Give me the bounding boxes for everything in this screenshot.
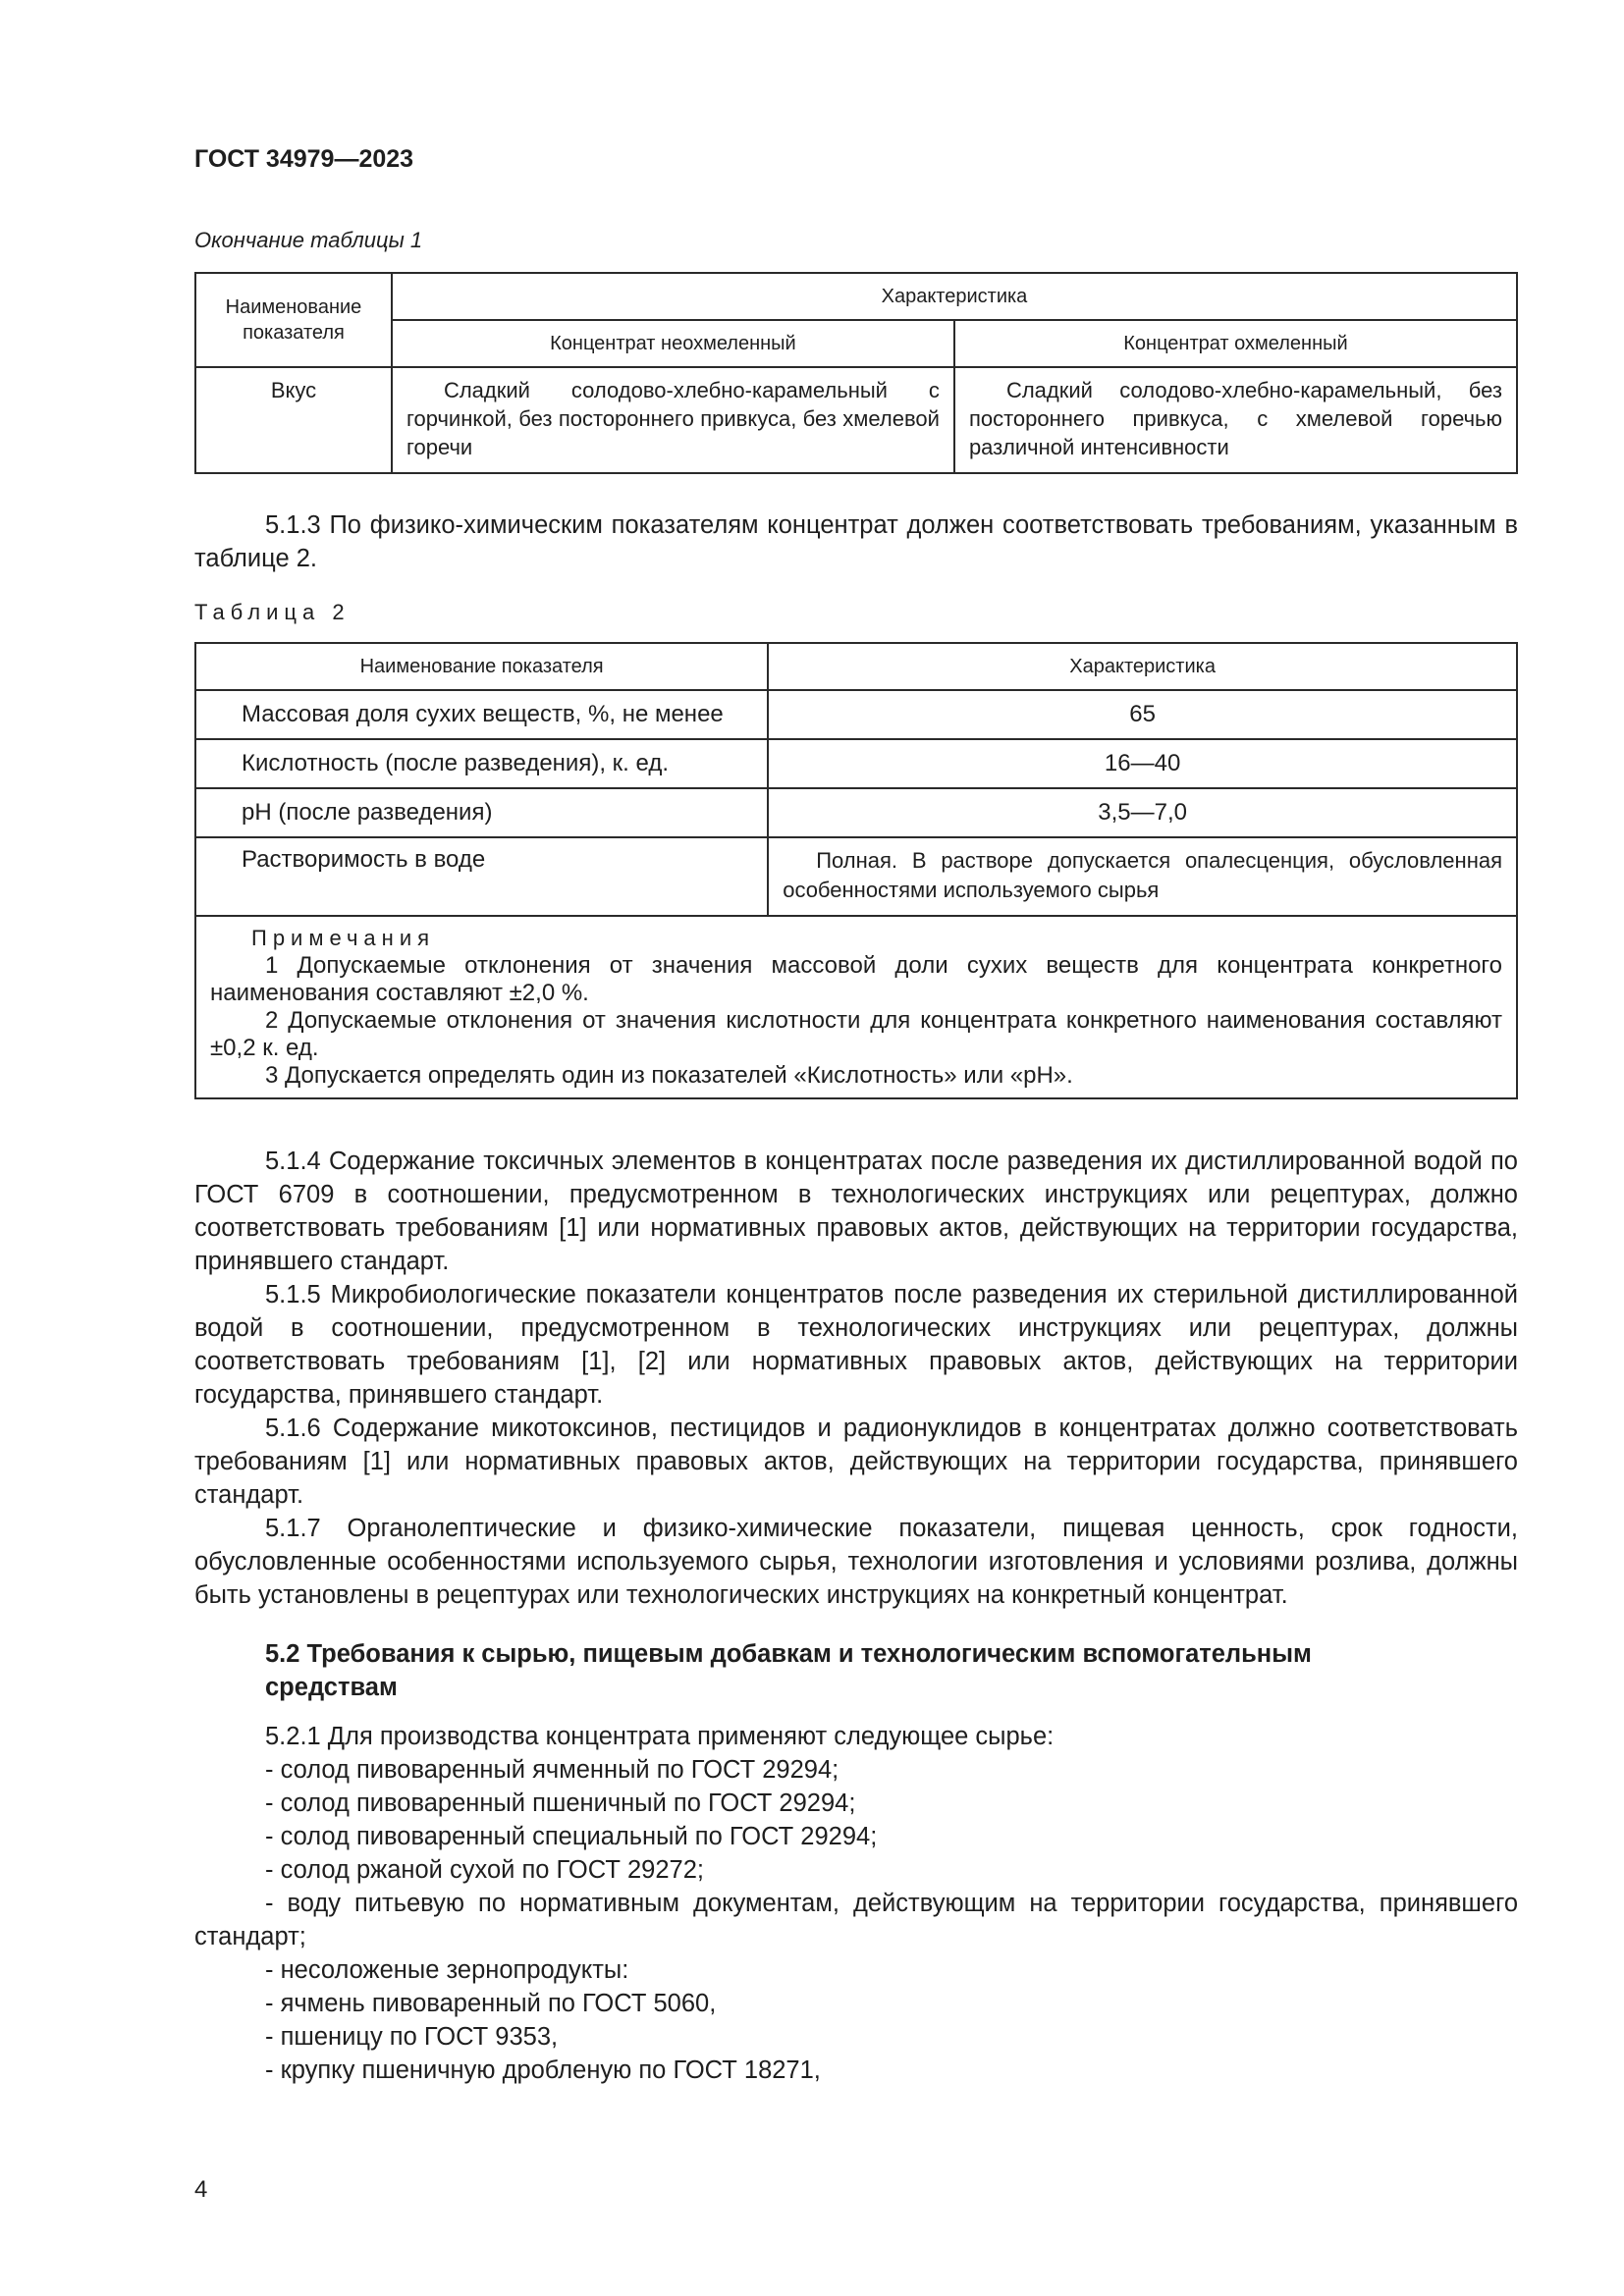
list-item: 5.2.1 Для производства концентрата применяют следующее сырье: (265, 1723, 1055, 1750)
table2-row-value: 65 (768, 690, 1517, 739)
page-number: 4 (194, 2176, 208, 2203)
list-item: - ячмень пивоваренный по ГОСТ 5060, (265, 1990, 717, 2017)
table1-subcol-hopped: Концентрат охмеленный (954, 320, 1517, 367)
table2-row-value: 16—40 (768, 739, 1517, 788)
list-item: - солод ржаной сухой по ГОСТ 29272; (265, 1856, 704, 1884)
paragraph-5-1-5: 5.1.5 Микробиологические показатели концентратов после разведения их стерильной дистиллированной водой в соотношении, предусмотренном в технологических инструкциях или рецептурах, должны соответствовать требованиям [1], [2] или нормативных правовых актов, действующих на территории государства, принявшего стандарт. (194, 1281, 1518, 1409)
table1-col-name: Наименование показателя (195, 273, 392, 367)
list-item: - солод пивоваренный пшеничный по ГОСТ 29294; (265, 1789, 856, 1817)
list-item: - солод пивоваренный специальный по ГОСТ 29294; (265, 1823, 878, 1850)
table1-row-value-unhopped: Сладкий солодово-хлебно-карамельный с горчинкой, без постороннего привкуса, без хмелевой горечи (392, 367, 954, 473)
table2-col-name: Наименование показателя (195, 643, 768, 690)
paragraph-5-1-3: 5.1.3 По физико-химическим показателям концентрат должен соответствовать требованиям, указанным в таблице 2. (194, 511, 1518, 572)
table2-row-name: Массовая доля сухих веществ, %, не менее (195, 690, 768, 739)
table2-row-name: Кислотность (после разведения), к. ед. (195, 739, 768, 788)
section-5-2-title: 5.2 Требования к сырью, пищевым добавкам и технологическим вспомогательным средствам (265, 1640, 1312, 1701)
table1-row-name: Вкус (195, 367, 392, 473)
body-paragraphs (194, 1145, 1518, 1612)
list-item: - пшеницу по ГОСТ 9353, (265, 2023, 559, 2051)
table2-row-name: Растворимость в воде (195, 837, 768, 916)
table-1 (194, 272, 1518, 474)
list-item: - солод пивоваренный ячменный по ГОСТ 29294; (265, 1756, 839, 1784)
paragraph-5-1-6: 5.1.6 Содержание микотоксинов, пестицидов и радионуклидов в концентратах должно соответствовать требованиям [1] или нормативных правовых актов, действующих на территории государства, принявшего стандарт. (194, 1415, 1518, 1509)
list-item: - крупку пшеничную дробленую по ГОСТ 18271, (265, 2056, 821, 2084)
table1-row-value-hopped: Сладкий солодово-хлебно-карамельный, без постороннего привкуса, с хмелевой горечью различной интенсивности (954, 367, 1517, 473)
table1-subcol-unhopped: Концентрат неохмеленный (392, 320, 954, 367)
table2-notes (195, 916, 1517, 1098)
table2-row-value: 3,5—7,0 (768, 788, 1517, 837)
note-item: 3 Допускается определять один из показателей «Кислотность» или «pH». (265, 1062, 1073, 1089)
paragraph-5-1-4: 5.1.4 Содержание токсичных элементов в концентратах после разведения их дистиллированной водой по ГОСТ 6709 в соотношении, предусмотренном в технологических инструкциях или рецептурах, должно соответствовать требованиям [1] или нормативных правовых актов, действующих на территории государства, принявшего стандарт. (194, 1148, 1518, 1275)
list-item: - несоложеные зернопродукты: (265, 1956, 629, 1984)
raw-material-list (194, 1720, 1518, 2087)
table1-col-characteristic: Характеристика (392, 273, 1517, 320)
paragraph-5-1-7: 5.1.7 Органолептические и физико-химические показатели, пищевая ценность, срок годности, обусловленные особенностями используемого сырья, технологии изготовления и условиями розлива, должны быть установлены в рецептурах или технологических инструкциях на конкретный концентрат. (194, 1515, 1518, 1609)
table2-col-characteristic: Характеристика (768, 643, 1517, 690)
note-item: 1 Допускаемые отклонения от значения массовой доли сухих веществ для концентрата конкретного наименования составляют ±2,0 %. (210, 952, 1502, 1006)
table1-caption: Окончание таблицы 1 (194, 228, 423, 252)
table-2 (194, 642, 1518, 1099)
table2-row-name: pH (после разведения) (195, 788, 768, 837)
table2-caption: Таблица 2 (194, 600, 351, 624)
table2-row-value: Полная. В растворе допускается опалесценция, обусловленная особенностями используемого сырья (768, 837, 1517, 916)
notes-title: Примечания (251, 926, 436, 950)
list-item: - воду питьевую по нормативным документам, действующим на территории государства, принявшего стандарт; (194, 1890, 1518, 1950)
note-item: 2 Допускаемые отклонения от значения кислотности для концентрата конкретного наименования составляют ±0,2 к. ед. (210, 1007, 1502, 1061)
document-header: ГОСТ 34979—2023 (194, 145, 414, 173)
